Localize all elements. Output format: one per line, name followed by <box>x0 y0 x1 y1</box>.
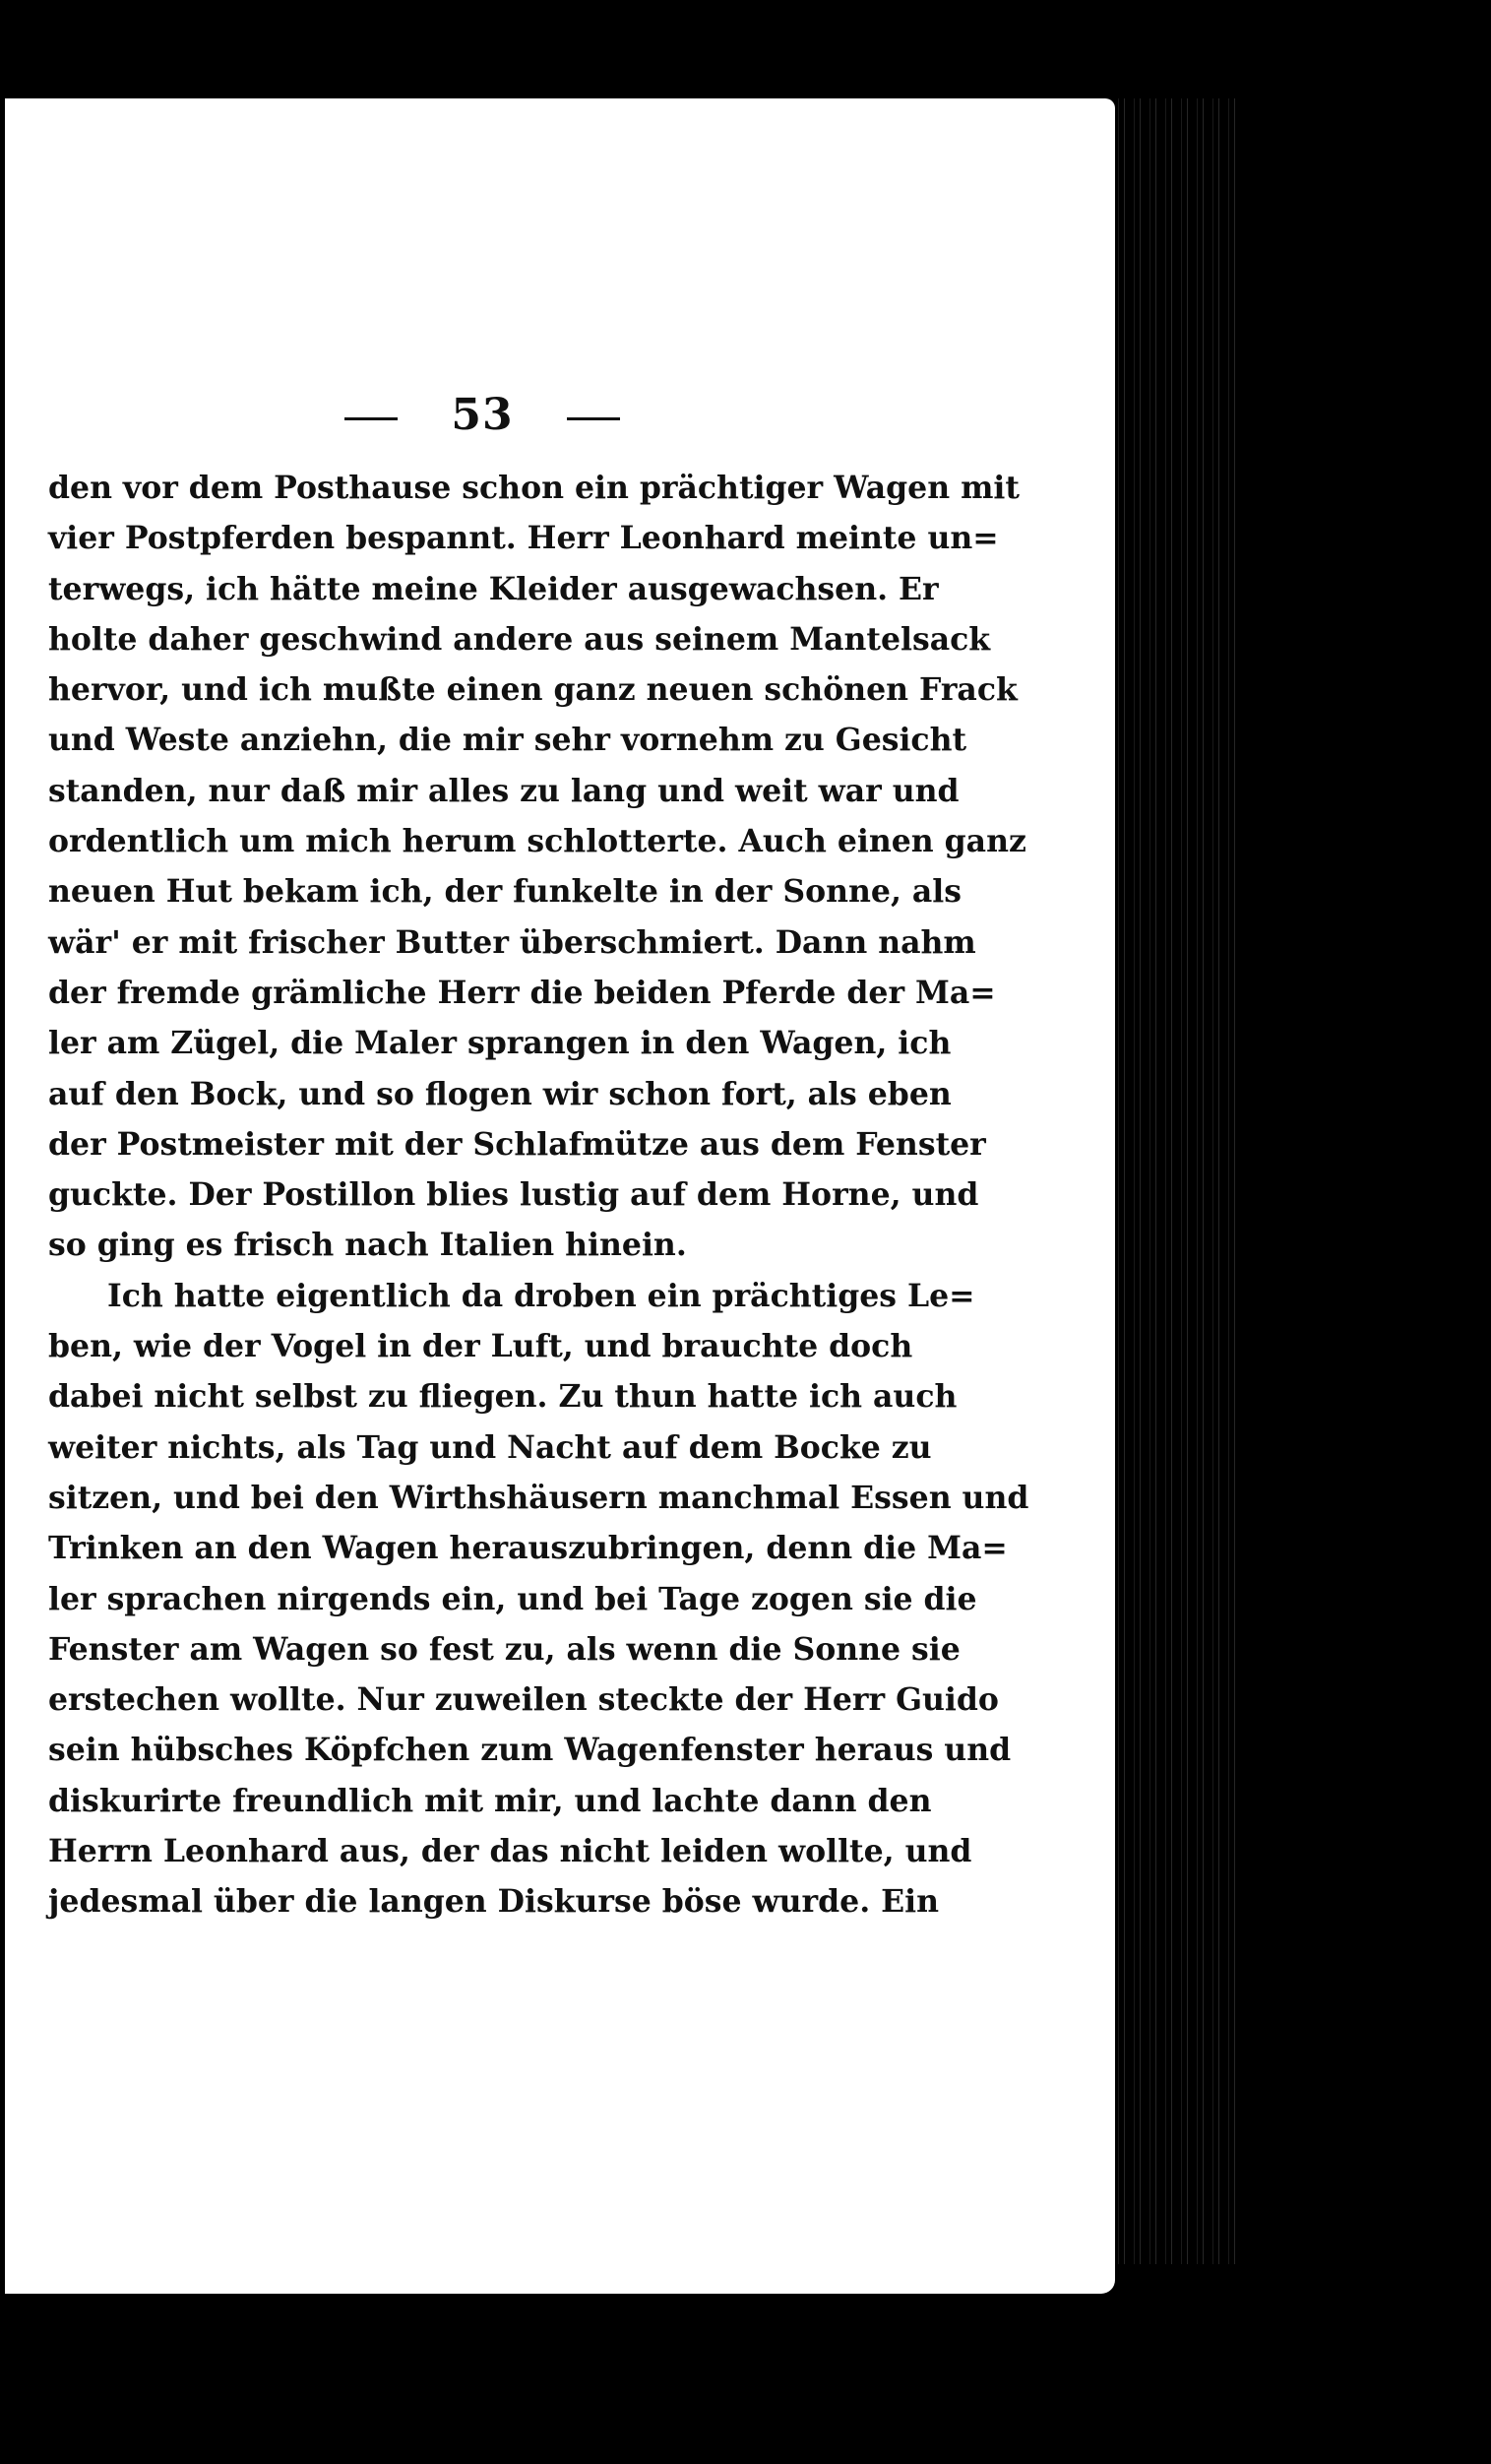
text-line: auf den Bock, und so flogen wir schon fort, als eben <box>48 1075 952 1112</box>
text-line: ben, wie der Vogel in der Luft, und brauchte doch <box>48 1328 913 1365</box>
text-line: jedesmal über die langen Diskurse böse wurde. Ein <box>48 1883 940 1921</box>
right-dash-rule <box>567 417 620 420</box>
text-line: Fenster am Wagen so fest zu, als wenn die Sonne sie <box>48 1630 961 1668</box>
text-line: vier Postpferden bespannt. Herr Leonhard meinte un= <box>48 520 999 557</box>
text-line: neuen Hut bekam ich, der funkelte in der Sonne, als <box>48 873 963 911</box>
text-line: diskurirte freundlich mit mir, und lachte dann den <box>48 1782 932 1819</box>
paragraph-1 <box>48 463 1026 1271</box>
text-line: weiter nichts, als Tag und Nacht auf dem Bocke zu <box>48 1428 932 1466</box>
text-line: und Weste anziehn, die mir sehr vornehm zu Gesicht <box>48 722 967 759</box>
right-dash <box>567 406 620 424</box>
text-line: hervor, und ich mußte einen ganz neuen schönen Frack <box>48 671 1018 709</box>
body-text <box>48 463 1029 1927</box>
text-line: guckte. Der Postillon blies lustig auf dem Horne, und <box>48 1176 979 1214</box>
text-line: terwegs, ich hätte meine Kleider ausgewachsen. Er <box>48 570 939 607</box>
text-line: wär' er mit frischer Butter überschmiert. Dann nahm <box>48 923 976 961</box>
text-line: holte daher geschwind andere aus seinem Mantelsack <box>48 620 991 658</box>
text-line: standen, nur daß mir alles zu lang und weit war und <box>48 772 960 809</box>
text-line: dabei nicht selbst zu fliegen. Zu thun hatte ich auch <box>48 1378 958 1416</box>
left-dash-rule <box>344 417 398 420</box>
book-page-edges <box>1115 98 1238 2264</box>
text-line: sitzen, und bei den Wirthshäusern manchmal Essen und <box>48 1479 1029 1516</box>
text-line: den vor dem Posthause schon ein prächtiger Wagen mit <box>48 470 1020 506</box>
text-line: erstechen wollte. Nur zuweilen steckte der Herr Guido <box>48 1681 999 1719</box>
text-line: sein hübsches Köpfchen zum Wagenfenster heraus und <box>48 1732 1012 1769</box>
book-page <box>5 98 1115 2294</box>
text-line: ler am Zügel, die Maler sprangen in den Wagen, ich <box>48 1025 952 1062</box>
text-line: Herrn Leonhard aus, der das nicht leiden wollte, und <box>48 1833 972 1870</box>
page-number: 53 <box>451 390 514 440</box>
text-line: Trinken an den Wagen herauszubringen, denn die Ma= <box>48 1530 1008 1567</box>
text-line: Ich hatte eigentlich da droben ein prächtiges Le= <box>107 1277 975 1314</box>
text-line: der fremde grämliche Herr die beiden Pferde der Ma= <box>48 974 996 1011</box>
text-line: ler sprachen nirgends ein, und bei Tage zogen sie die <box>48 1580 977 1617</box>
text-line: ordentlich um mich herum schlotterte. Auch einen ganz <box>48 823 1026 860</box>
text-line: der Postmeister mit der Schlafmütze aus dem Fenster <box>48 1125 986 1163</box>
left-dash <box>344 406 398 424</box>
paragraph-2 <box>48 1271 1029 1927</box>
running-head <box>344 390 620 440</box>
text-line: so ging es frisch nach Italien hinein. <box>48 1227 687 1264</box>
